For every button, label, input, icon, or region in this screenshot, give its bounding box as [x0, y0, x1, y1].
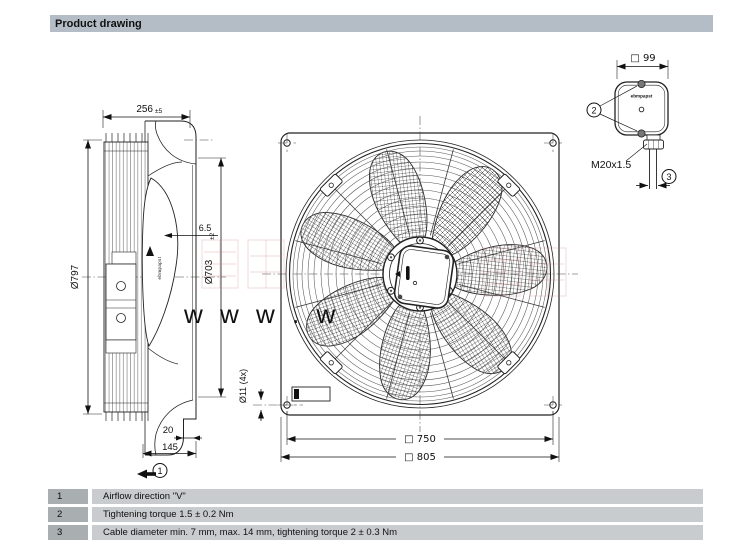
notes-table [48, 489, 703, 543]
front-view-drawing [238, 116, 578, 463]
page-title: Product drawing [55, 17, 142, 30]
dim-width: 256 [136, 104, 153, 115]
airflow-arrow-icon [137, 470, 147, 479]
dim-outer-diameter: Ø797 [70, 264, 81, 290]
dim-holes: Ø11 (4x) [238, 368, 248, 404]
detail-view-drawing [587, 53, 676, 189]
motor-hub [383, 237, 457, 311]
watermark-letters: w w w . w [184, 299, 341, 329]
side-view-drawing [70, 104, 226, 479]
thread-label: M20x1.5 [591, 159, 632, 171]
dim-box-size: □ 99 [630, 53, 656, 64]
note-text: Tightening torque 1.5 ± 0.2 Nm [92, 507, 703, 522]
note-text: Cable diameter min. 7 mm, max. 14 mm, tightening torque 2 ± 0.3 Nm [92, 525, 703, 540]
cover-screw-bottom [638, 130, 645, 137]
note-row-1 [48, 489, 703, 504]
dim-plate-size: □ 805 [404, 452, 436, 463]
dim-blade-diameter: Ø703 [204, 259, 215, 285]
cable-gland [644, 135, 664, 149]
callout-2: 2 [591, 105, 597, 116]
note-row-3 [48, 525, 703, 540]
motor-section [106, 252, 136, 353]
terminal-box-front [393, 245, 455, 310]
dim-gap: 6.5 [198, 223, 212, 233]
dim-depth: 145 [162, 442, 178, 453]
cover-screw-top [638, 80, 645, 87]
note-number: 3 [48, 525, 88, 540]
note-number: 2 [48, 507, 88, 522]
dim-hole-spacing: □ 750 [404, 434, 436, 445]
terminal-box [615, 82, 668, 135]
section-header [50, 15, 713, 32]
brand-label-side: ebmpapst [157, 256, 162, 280]
brand-label-detail: ebmpapst [630, 93, 653, 99]
note-number: 1 [48, 489, 88, 504]
note-row-2 [48, 507, 703, 522]
note-text: Airflow direction "V" [92, 489, 703, 504]
dim-blade-tol: ±2 [209, 232, 216, 240]
callout-3: 3 [666, 172, 672, 182]
callout-1: 1 [157, 466, 163, 476]
dim-step: 20 [162, 425, 174, 436]
dim-width-tol: ±5 [155, 108, 163, 115]
